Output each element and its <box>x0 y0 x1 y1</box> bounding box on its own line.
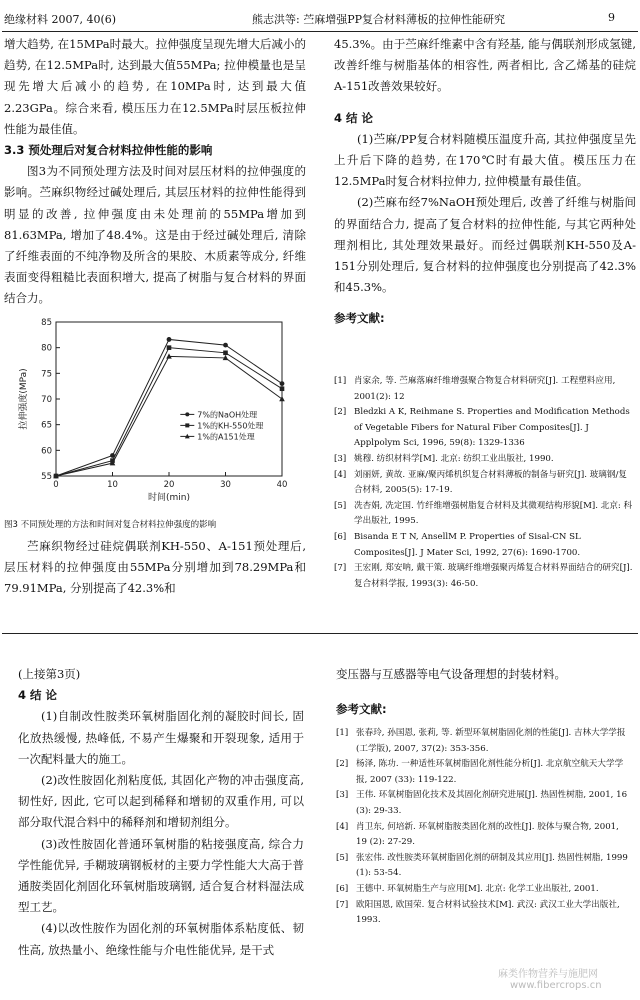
conclusion-item: (4)以改性胺作为固化剂的环氧树脂体系粘度低、韧性高, 放热量小、绝缘性能与介电性能优异, 是干式 <box>18 921 304 957</box>
reference-item <box>336 882 628 898</box>
reference-item <box>336 757 628 788</box>
references-heading: 参考文献: <box>334 311 385 326</box>
paragraph: 45.3%。由于苎麻纤维素中含有羟基, 能与偶联剂形成氢键, 改善纤维与树脂基体的相容性, 两者相比, 含乙烯基的硅烷A-151改善效果较好。 <box>334 37 636 94</box>
section-divider <box>2 633 638 634</box>
watermark-text: 麻类作物营养与施肥网 <box>498 969 598 980</box>
series-line-1 <box>56 339 282 476</box>
reference-item <box>336 851 628 882</box>
page-number: 9 <box>608 11 615 24</box>
reference-number: [6] <box>334 531 347 542</box>
y-tick-label: 70 <box>41 395 52 405</box>
plot-frame <box>56 322 282 476</box>
reference-item <box>336 726 628 757</box>
x-tick-label: 40 <box>276 480 288 490</box>
reference-text: 姚穆. 纺织材料学[M]. 北京: 纺织工业出版社, 1990. <box>354 453 554 464</box>
reference-text: Bisanda E T N, AnsellM P. Properties of Sisal-CN SL Composites[J]. J Mater Sci, 1992, 27(6): 1690-1700. <box>354 531 581 558</box>
y-tick-label: 60 <box>41 446 52 457</box>
bottom-right-column <box>336 664 628 720</box>
reference-number: [7] <box>336 899 349 910</box>
reference-text: 欧阳国恩, 欧国荣. 复合材料试验技术[M]. 武汉: 武汉工业大学出版社, 1993. <box>356 899 620 926</box>
section-heading-3-3: 3.3 预处理后对复合材料拉伸性能的影响 <box>4 143 213 158</box>
data-point <box>167 337 172 342</box>
y-tick-label: 85 <box>41 318 52 328</box>
running-title: 熊志洪等: 苎麻增强PP复合材料薄板的拉伸性能研究 <box>252 13 506 26</box>
reference-item <box>336 788 628 819</box>
reference-item <box>336 820 628 851</box>
y-tick-label: 80 <box>41 343 52 354</box>
reference-text: Bledzki A K, Reihmane S. Properties and Modification Methods of Vegetable Fibers for Natural Fiber Composites[J]. J Applpolym Sci, 1996, 59(8): 1329-1336 <box>354 407 630 449</box>
paragraph: 苎麻织物经过硅烷偶联剂KH-550、A-151预处理后, 层压材料的拉伸强度由55MPa分别增加到78.29MPa和79.91MPa, 分别提高了42.3%和 <box>4 539 306 596</box>
data-point <box>223 351 228 356</box>
continued-note: (上接第3页) <box>18 667 81 681</box>
reference-text: 肖家余, 等. 苎麻落麻纤维增强聚合物复合材料研究[J]. 工程塑料应用, 2001(2): 12 <box>354 376 616 402</box>
reference-text: 张宏伟. 改性胺类环氧树脂固化剂的研制及其应用[J]. 热固性树脂, 1999 (1): 53-54. <box>356 852 628 879</box>
conclusion-item: (2)苎麻布经7%NaOH预处理后, 改善了纤维与树脂间的界面结合力, 提高了复合材料的拉伸性能, 与其它两种处理剂相比, 其处理效果最好。而经过偶联剂KH-550及A-151分别处理后, 复合材料的拉伸强度也分别提高了42.3%和45.3%。 <box>334 195 636 295</box>
reference-number: [3] <box>334 453 347 464</box>
legend-label: 1%的A151处理 <box>197 432 255 442</box>
y-axis-label: 拉伸强度(MPa) <box>19 368 29 430</box>
reference-list-bottom <box>336 726 628 929</box>
reference-item <box>334 561 634 592</box>
x-tick-label: 30 <box>220 480 231 490</box>
reference-list-top <box>334 374 634 592</box>
section-heading-conclusion: 4 结 论 <box>18 688 58 703</box>
legend-label: 7%的NaOH处理 <box>197 410 258 420</box>
reference-item <box>336 898 628 929</box>
bottom-left-column <box>18 664 304 961</box>
conclusion-item: (1)苎麻/PP复合材料随模压温度升高, 其拉伸强度呈先上升后下降的趋势, 在170℃时有最大值。模压压力在12.5MPa时复合材料拉伸力, 拉伸模量有最佳值。 <box>334 131 636 189</box>
paragraph: 图3为不同预处理方法及时间对层压材料的拉伸强度的影响。苎麻织物经过碱处理后, 其层压材料的拉伸性能得到明显的改善, 拉伸强度由未处理前的55MPa增加到81.63MPa, 增加了48.4%。这是由于经过碱处理后, 清除了纤维表面的不纯净物及所含的果胶、木质素等成分, 纤维表面变得粗糙比表面积增大, 提高了树脂与复合材料的界面结合力。 <box>4 164 306 306</box>
figure-3 <box>14 314 296 512</box>
data-point <box>280 381 285 386</box>
reference-number: [5] <box>336 852 349 863</box>
reference-text: 刘丽妍, 黄故. 亚麻/聚丙烯机织复合材料薄板的制备与研究[J]. 玻璃钢/复合材料, 2005(5): 17-19. <box>354 469 627 496</box>
y-tick-label: 65 <box>41 420 52 431</box>
reference-item <box>334 468 634 499</box>
reference-text: 冼杏娟, 冼定国. 竹纤维增强树脂复合材料及其微观结构形貌[M]. 北京: 科学出版社, 1995. <box>354 500 633 527</box>
x-tick-label: 20 <box>163 480 175 490</box>
reference-item <box>334 452 634 468</box>
reference-text: 王宏刚, 郑安呐, 戴干策. 玻璃纤维增强聚丙烯复合材料界面结合的研究[J]. 复合材料学报, 1993(3): 46-50. <box>354 563 633 589</box>
reference-number: [2] <box>334 407 347 418</box>
section-heading-conclusion: 4 结 论 <box>334 110 374 125</box>
reference-item <box>334 374 634 405</box>
x-tick-label: 0 <box>53 480 59 490</box>
figure-caption: 图3 不同预处理的方法和时间对复合材料拉伸强度的影响 <box>4 520 217 530</box>
reference-number: [3] <box>336 790 349 801</box>
top-left-column-cont <box>4 536 306 600</box>
reference-item <box>334 530 634 561</box>
y-tick-label: 75 <box>41 369 52 380</box>
reference-item <box>334 499 634 530</box>
top-left-column <box>4 34 306 310</box>
legend-marker <box>185 423 189 427</box>
reference-number: [5] <box>334 500 347 511</box>
legend-marker <box>185 412 189 416</box>
tensile-strength-chart <box>14 314 296 512</box>
references-heading: 参考文献: <box>336 702 387 717</box>
reference-number: [4] <box>334 469 347 480</box>
x-tick-label: 10 <box>107 480 118 490</box>
conclusion-item: (2)改性胺固化剂粘度低, 其固化产物的冲击强度高, 韧性好, 因此, 它可以起到稀释和增韧的双重作用, 可以部分取代混合料中的稀释剂和增韧剂组分。 <box>18 773 304 830</box>
data-point <box>167 345 172 350</box>
legend-label: 1%的KH-550处理 <box>197 421 264 431</box>
reference-text: 肖卫东, 何培新. 环氧树脂胺类固化剂的改性[J]. 胶体与聚合物, 2001, 19 (2): 27-29. <box>356 821 619 848</box>
reference-text: 王德中. 环氧树脂生产与应用[M]. 北京: 化学工业出版社, 2001. <box>356 883 599 894</box>
watermark-url: www.fibercrops.cn <box>510 980 602 991</box>
conclusion-item: (3)改性胺固化普通环氧树脂的粘接强度高, 综合力学性能优异, 手糊玻璃钢板材的主要力学性能大大高于普通胺类固化剂固化环氧树脂玻璃钢, 适合复合材料湿法成型工艺。 <box>18 836 304 915</box>
header-rule <box>2 31 638 32</box>
reference-number: [1] <box>336 728 349 738</box>
data-point <box>223 343 228 348</box>
reference-item <box>334 405 634 452</box>
conclusion-item: (1)自制改性胺类环氧树脂固化剂的凝胶时间长, 固化放热缓慢, 热峰低, 不易产生爆聚和开裂现象, 适用于一次配料量大的施工。 <box>18 709 304 766</box>
reference-text: 张春玲, 孙国恩, 张莉, 等. 新型环氧树脂固化剂的性能[J]. 吉林大学学报(工学版), 2007, 37(2): 353-356. <box>356 728 626 754</box>
reference-number: [4] <box>336 821 349 832</box>
reference-number: [6] <box>336 883 349 894</box>
reference-number: [1] <box>334 376 347 386</box>
top-right-column <box>334 34 636 330</box>
journal-name: 绝缘材料 2007, 40(6) <box>4 13 117 26</box>
reference-text: 王伟. 环氧树脂固化技术及其固化剂研究进展[J]. 热固性树脂, 2001, 16 (3): 29-33. <box>356 790 628 816</box>
data-point <box>280 386 285 391</box>
data-point <box>279 396 285 401</box>
reference-number: [2] <box>336 759 349 770</box>
x-axis-label: 时间(min) <box>148 493 190 503</box>
y-tick-label: 55 <box>41 472 52 482</box>
reference-text: 杨泽, 陈功. 一种适性环氧树脂固化剂性能分析[J]. 北京航空航天大学学报, 2007 (33): 119-122. <box>356 759 624 785</box>
paragraph: 变压器与互感器等电气设备理想的封装材料。 <box>336 667 566 681</box>
reference-number: [7] <box>334 563 347 574</box>
paragraph: 增大趋势, 在15MPa时最大。拉伸强度呈现先增大后减小的趋势, 在12.5MPa时, 达到最大值55MPa; 拉伸模量也是呈现先增大后减小的趋势, 在10MPa时, 达到最大值2.23GPa。综合来看, 模压压力在12.5MPa时层压板拉伸性能为最佳值。 <box>4 37 306 136</box>
